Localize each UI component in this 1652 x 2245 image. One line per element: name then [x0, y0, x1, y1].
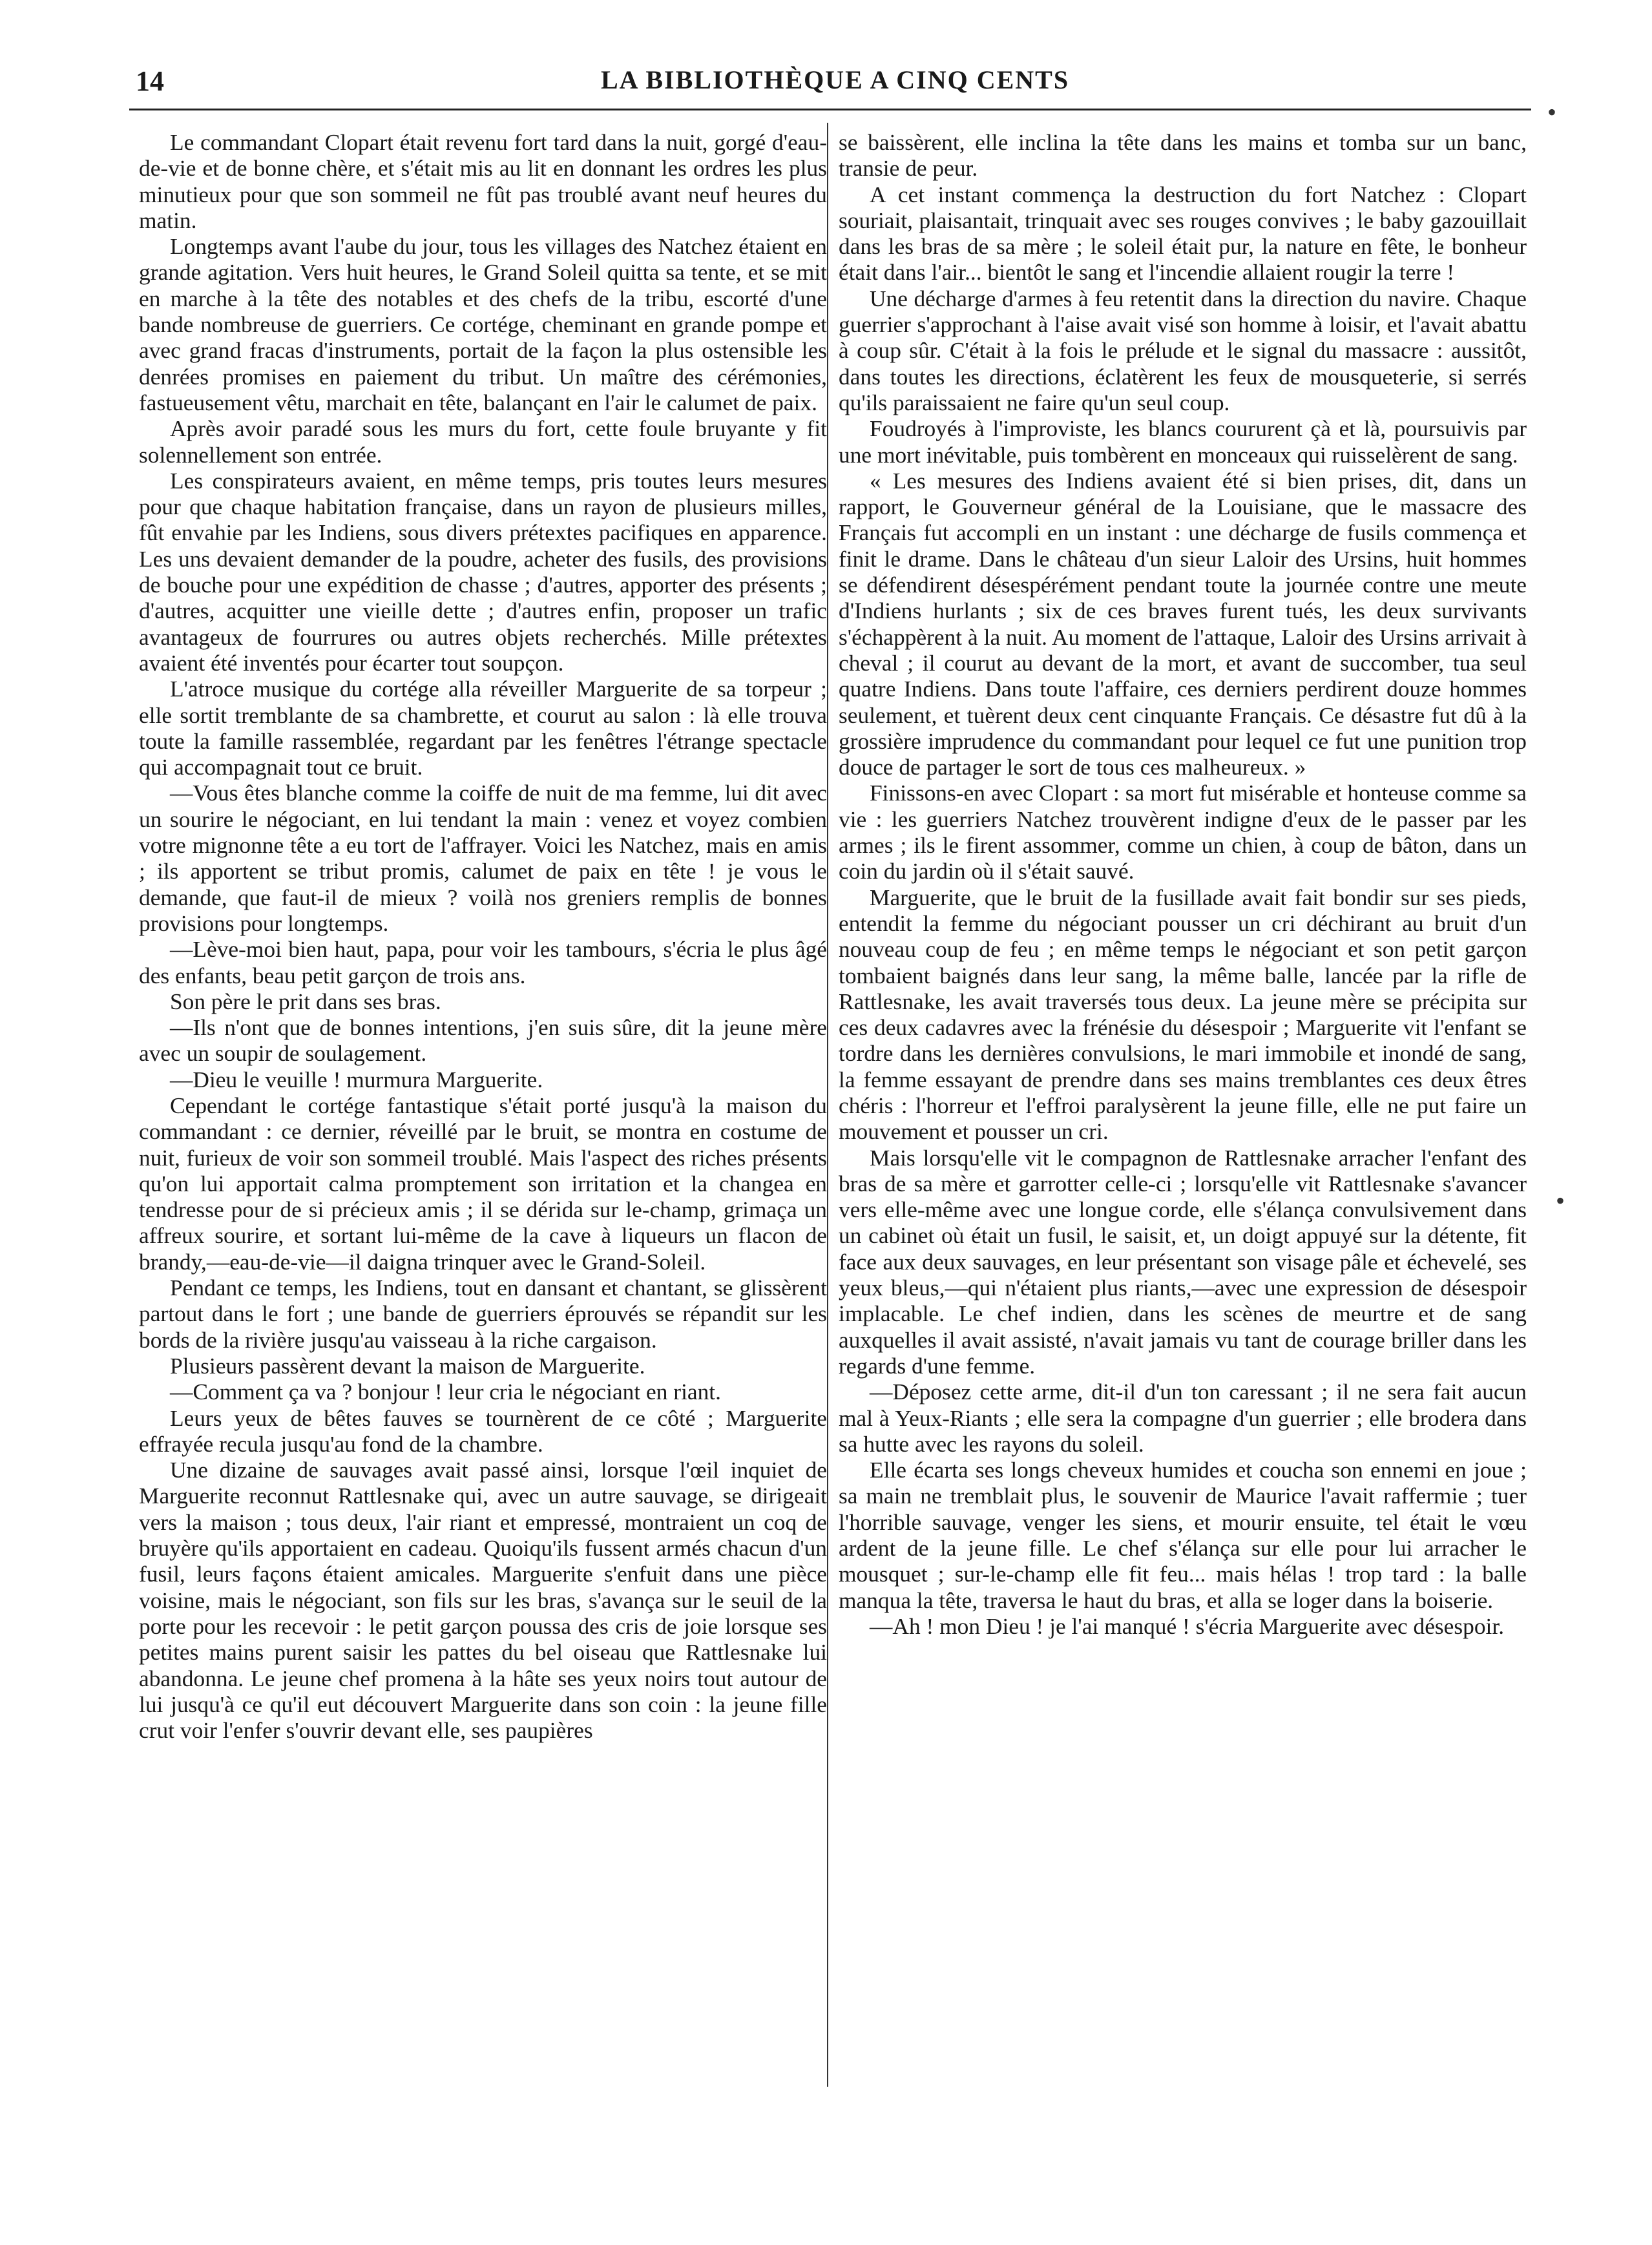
- paragraph: —Déposez cette arme, dit-il d'un ton caressant ; il ne sera fait aucun mal à Yeux-Riants ; elle sera la compagne d'un guerrier ; elle brodera dans sa hutte avec les rayons du soleil.: [839, 1379, 1527, 1457]
- paragraph: —Lève-moi bien haut, papa, pour voir les tambours, s'écria le plus âgé des enfants, beau petit garçon de trois ans.: [139, 936, 827, 988]
- paragraph: —Comment ça va ? bonjour ! leur cria le négociant en riant.: [170, 1379, 721, 1405]
- paragraph: Cependant le cortége fantastique s'était porté jusqu'à la maison du commandant : ce dernier, réveillé par le bruit, se montra en costume de nuit, furieux de voir son sommeil troublé. Mais l'aspect des riches présents qu'on lui apportait calma promptement son irritation et la changea en tendresse pour de si précieux amis ; il se dérida sur le-champ, grimaça un affreux sourire, et sortant lui-même de la cave à liqueurs un flacon de brandy,—eau-de-vie—il daigna trinquer avec le Grand-Soleil.: [139, 1092, 827, 1275]
- margin-bullet: •: [1556, 1186, 1565, 1215]
- running-title: LA BIBLIOTHÈQUE A CINQ CENTS: [601, 65, 1070, 94]
- paragraph: Elle écarta ses longs cheveux humides et coucha son ennemi en joue ; sa main ne tremblait plus, le souvenir de Maurice l'avait raffermie ; tuer l'horrible sauvage, venger les siens, et mourir ensuite, tel était le vœu ardent de la jeune fille. Le chef s'élança sur elle pour lui arracher le mousquet ; sur-le-champ elle fit feu... mais hélas ! trop tard : la balle manqua la tête, traversa le haut du bras, et alla se loger dans la boiserie.: [839, 1457, 1527, 1613]
- paragraph: Plusieurs passèrent devant la maison de Marguerite.: [170, 1352, 645, 1379]
- margin-dot: •: [1547, 98, 1557, 127]
- paragraph: Son père le prit dans ses bras.: [170, 988, 441, 1014]
- paragraph-continued: se baissèrent, elle inclina la tête dans les mains et tomba sur un banc, transie de peur.: [839, 129, 1527, 182]
- paragraph: Pendant ce temps, les Indiens, tout en dansant et chantant, se glissèrent partout dans le fort ; une bande de guerriers éprouvés se répandit sur les bords de la rivière jusqu'au vaisseau à la riche cargaison.: [139, 1275, 827, 1353]
- right-column: [839, 129, 1527, 1639]
- paragraph: A cet instant commença la destruction du fort Natchez : Clopart souriait, plaisantait, trinquait avec ses rouges convives ; le baby gazouillait dans les bras de sa mère ; le soleil était pur, la nature en fête, le bonheur était dans l'air... bientôt le sang et l'incendie allaient rougir la terre !: [839, 181, 1527, 286]
- page-number: 14: [136, 65, 164, 97]
- column-divider: [827, 123, 828, 2087]
- paragraph: Foudroyés à l'improviste, les blancs coururent çà et là, poursuivis par une mort inévitable, puis tombèrent en monceaux qui ruisselèrent de sang.: [839, 415, 1527, 468]
- left-column: [139, 129, 827, 1743]
- paragraph: —Ils n'ont que de bonnes intentions, j'en suis sûre, dit la jeune mère avec un soupir de soulagement.: [139, 1014, 827, 1067]
- paragraph: Mais lorsqu'elle vit le compagnon de Rattlesnake arracher l'enfant des bras de sa mère et garrotter celle-ci ; lorsqu'elle vit Rattlesnake s'avancer vers elle-même avec une longue corde, elle s'élança convulsivement dans un cabinet où était un fusil, le saisit, et, un doigt appuyé sur la détente, fit face aux deux sauvages, en leur présentant son visage pâle et échevelé, ses yeux bleus,—qui n'étaient plus riants,—avec une expression de désespoir implacable. Le chef indien, dans les scènes de meurtre et de sang auxquelles il avait assisté, n'avait jamais vu tant de courage briller dans les regards d'une femme.: [839, 1144, 1527, 1379]
- paragraph: Une dizaine de sauvages avait passé ainsi, lorsque l'œil inquiet de Marguerite reconnut Rattlesnake qui, avec un autre sauvage, se dirigeait vers la maison ; tous deux, l'air riant et empressé, montraient un coq de bruyère qu'ils apportaient en cadeau. Quoiqu'ils fussent armés chacun d'un fusil, leurs façons étaient amicales. Marguerite s'enfuit dans une pièce voisine, mais le négociant, son fils sur les bras, s'avança sur le seuil de la porte pour les recevoir : le petit garçon poussa des cris de joie lorsque ses petites mains purent saisir les pattes du bel oiseau que Rattlesnake lui abandonna. Le jeune chef promena à la hâte ses yeux noirs tout autour de lui jusqu'à ce qu'il eut découvert Marguerite dans son coin : la jeune fille crut voir l'enfer s'ouvrir devant elle, ses paupières: [139, 1457, 827, 1744]
- quoted-report: « Les mesures des Indiens avaient été si bien prises, dit, dans un rapport, le Gouverneur général de la Louisiane, que le massacre des Français fut accompli en un instant : une décharge de fusils commença et finit le drame. Dans le château d'un sieur Laloir des Ursins, huit hommes se défendirent désespérément pendant toute la journée contre une meute d'Indiens hurlants ; six de ces braves furent tués, les deux survivants s'échappèrent à la nuit. Au moment de l'attaque, Laloir des Ursins arrivait à cheval ; il courut au devant de la mort, et avant de succomber, tua seul quatre Indiens. Dans toute l'affaire, ces derniers perdirent douze hommes seulement, et tuèrent deux cent cinquante Français. Ce désastre fut dû à la grossière imprudence du commandant pour lequel ce fut une punition trop douce de partager le sort de tous ces malheureux. »: [839, 467, 1527, 780]
- paragraph: —Vous êtes blanche comme la coiffe de nuit de ma femme, lui dit avec un sourire le négociant, en lui tendant la main : venez et voyez combien votre mignonne tête a eu tort de l'affrayer. Voici les Natchez, mais en amis ; ils apportent se tribut promis, calumet de paix en tête ! je vous le demande, que faut-il de mieux ? voilà nos greniers remplis de bonnes provisions pour longtemps.: [139, 780, 827, 936]
- paragraph: Une décharge d'armes à feu retentit dans la direction du navire. Chaque guerrier s'approchant à l'aise avait visé son homme à loisir, et l'avait abattu à coup sûr. C'était à la fois le prélude et le signal du massacre : aussitôt, dans toutes les directions, éclatèrent les feux de mousqueterie, si serrés qu'ils paraissaient ne faire qu'un seul coup.: [839, 285, 1527, 415]
- paragraph: L'atroce musique du cortége alla réveiller Marguerite de sa torpeur ; elle sortit tremblante de sa chambrette, et courut au salon : là elle trouva toute la famille rassemblée, regardant par les fenêtres l'étrange spectacle qui accompagnait tout ce bruit.: [139, 676, 827, 780]
- paragraph: Marguerite, que le bruit de la fusillade avait fait bondir sur ses pieds, entendit la femme du négociant pousser un cri déchirant au bruit d'un nouveau coup de feu ; en même temps le négociant et son petit garçon tombaient baignés dans leur sang, la même balle, lancée par la rifle de Rattlesnake, les avait traversés tous deux. La jeune mère se précipita sur ces deux cadavres avec la frénésie du désespoir ; Marguerite vit l'enfant se tordre dans les dernières convulsions, le mari immobile et inondé de sang, la femme essayant de prendre dans ses mains tremblantes ces deux êtres chéris : l'horreur et l'effroi paralysèrent la jeune fille, elle ne put faire un mouvement et pousser un cri.: [839, 884, 1527, 1145]
- paragraph: —Dieu le veuille ! murmura Marguerite.: [170, 1066, 543, 1092]
- paragraph: Longtemps avant l'aube du jour, tous les villages des Natchez étaient en grande agitation. Vers huit heures, le Grand Soleil quitta sa tente, et se mit en marche à la tête des notables et des chefs de la tribu, escorté d'une bande nombreuse de guerriers. Ce cortége, cheminant en grande pompe et avec grand fracas d'instruments, portait de la façon la plus ostensible les denrées promises en paiement du tribut. Un maître des cérémonies, fastueusement vêtu, marchait en tête, balançant en l'air le calumet de paix.: [139, 233, 827, 415]
- page-header: [136, 65, 1312, 101]
- paragraph: —Ah ! mon Dieu ! je l'ai manqué ! s'écria Marguerite avec désespoir.: [870, 1613, 1505, 1639]
- paragraph: Les conspirateurs avaient, en même temps, pris toutes leurs mesures pour que chaque habitation française, dans un rayon de plusieurs milles, fût envahie par les Indiens, sous divers prétextes pacifiques en apparence. Les uns devaient demander de la poudre, acheter des fusils, des provisions de bouche pour une expédition de chasse ; d'autres, apporter des présents ; d'autres, acquitter une vieille dette ; d'autres enfin, proposer un trafic avantageux de fourrures ou autres objets recherchés. Mille prétextes avaient été inventés pour écarter tout soupçon.: [139, 467, 827, 676]
- paragraph: Le commandant Clopart était revenu fort tard dans la nuit, gorgé d'eau-de-vie et de bonne chère, et s'était mis au lit en donnant les ordres les plus minutieux pour que son sommeil ne fût pas troublé avant neuf heures du matin.: [139, 129, 827, 233]
- header-rule: [129, 109, 1531, 110]
- paragraph: Finissons-en avec Clopart : sa mort fut misérable et honteuse comme sa vie : les guerriers Natchez trouvèrent indigne d'eux de le passer par les armes ; ils le firent assommer, comme un chien, à coup de bâton, dans un coin du jardin où il s'était sauvé.: [839, 780, 1527, 884]
- paragraph: Leurs yeux de bêtes fauves se tournèrent de ce côté ; Marguerite effrayée recula jusqu'au fond de la chambre.: [139, 1404, 827, 1457]
- paragraph: Après avoir paradé sous les murs du fort, cette foule bruyante y fit solennellement son entrée.: [139, 415, 827, 468]
